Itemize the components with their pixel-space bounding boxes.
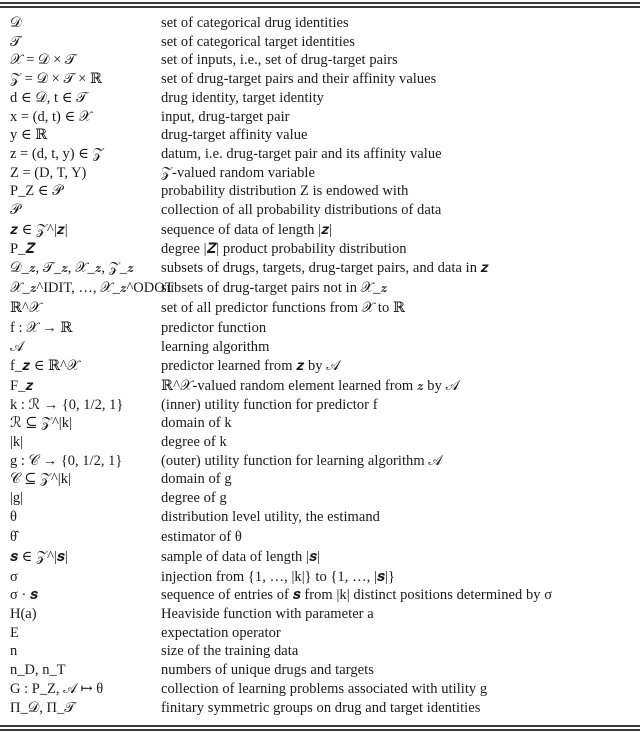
symbol-cell: 𝒔 ∈ 𝒵^|𝒔| bbox=[10, 549, 68, 566]
symbol-cell: 𝒜 bbox=[10, 338, 24, 355]
symbol-cell: f_𝒛 ∈ ℝ^𝒳 bbox=[10, 358, 80, 375]
table-row bbox=[0, 489, 640, 508]
description-cell: set of categorical drug identities bbox=[161, 15, 349, 31]
table-row bbox=[0, 126, 640, 145]
table-row bbox=[0, 661, 640, 680]
table-row bbox=[0, 278, 640, 299]
description-cell: probability distribution Z is endowed with bbox=[161, 183, 409, 200]
description-cell: expectation operator bbox=[161, 624, 281, 641]
symbol-cell: d ∈ 𝒟, t ∈ 𝒯 bbox=[10, 89, 88, 106]
symbol-cell: E bbox=[10, 624, 19, 641]
symbol-cell: G : P_Z, 𝒜 ↦ θ bbox=[10, 680, 104, 697]
symbol-cell: f : 𝒳 → ℝ bbox=[10, 319, 73, 336]
description-cell: 𝒵-valued random variable bbox=[161, 164, 315, 181]
description-cell: domain of k bbox=[161, 415, 232, 432]
table-row bbox=[0, 164, 640, 183]
symbol-cell: ℝ^𝒳 bbox=[10, 300, 42, 317]
table-row bbox=[0, 452, 640, 471]
table-row bbox=[0, 699, 640, 718]
table-row bbox=[0, 108, 640, 127]
description-cell: drug identity, target identity bbox=[161, 89, 324, 106]
table-row bbox=[0, 89, 640, 108]
table-row bbox=[0, 298, 640, 319]
table-row bbox=[0, 680, 640, 699]
symbol-cell: ℛ ⊆ 𝒵^|k| bbox=[10, 415, 72, 432]
description-cell: degree of k bbox=[161, 433, 227, 450]
description-cell: degree of g bbox=[161, 490, 227, 507]
symbol-cell: z = (d, t, y) ∈ 𝒵 bbox=[10, 146, 104, 163]
description-cell: set of drug-target pairs and their affinity values bbox=[161, 71, 437, 88]
description-cell: predictor function bbox=[161, 319, 267, 336]
description-cell: learning algorithm bbox=[161, 338, 270, 355]
top-rule-inner bbox=[0, 6, 640, 8]
table-row bbox=[0, 508, 640, 527]
symbol-cell: 𝒫 bbox=[10, 202, 21, 219]
table-row bbox=[0, 642, 640, 661]
symbol-cell: P_𝒁 bbox=[10, 241, 35, 258]
description-cell: finitary symmetric groups on drug and target identities bbox=[161, 699, 481, 716]
table-row bbox=[0, 220, 640, 241]
description-cell: set of all predictor functions from 𝒳 to ℝ bbox=[161, 300, 406, 317]
description-cell: degree |𝒁| product probability distribution bbox=[161, 241, 407, 258]
table-row bbox=[0, 568, 640, 587]
description-cell: collection of all probability distributions of data bbox=[161, 202, 442, 219]
symbol-cell: σ bbox=[10, 568, 18, 585]
bottom-rule-inner bbox=[0, 725, 640, 727]
description-cell: set of categorical target identities bbox=[161, 33, 355, 50]
symbol-cell: Π_𝒟, Π_𝒯 bbox=[10, 699, 76, 716]
table-row bbox=[0, 240, 640, 259]
symbol-cell: n_D, n_T bbox=[10, 662, 66, 679]
table-row bbox=[0, 338, 640, 357]
description-cell: numbers of unique drugs and targets bbox=[161, 662, 374, 679]
symbol-cell: x = (d, t) ∈ 𝒳 bbox=[10, 108, 92, 125]
description-cell: subsets of drug-target pairs not in 𝒳_𝒛 bbox=[161, 279, 388, 296]
symbol-cell: σ · 𝒔 bbox=[10, 587, 38, 604]
table-row bbox=[0, 414, 640, 433]
symbol-cell: Z = (D, T, Y) bbox=[10, 164, 87, 181]
symbol-cell: H(a) bbox=[10, 605, 37, 622]
description-cell: size of the training data bbox=[161, 643, 299, 660]
table-row bbox=[0, 527, 640, 548]
symbol-cell: |g| bbox=[10, 490, 24, 507]
symbol-cell: 𝒞 ⊆ 𝒵^|k| bbox=[10, 471, 71, 488]
description-cell: injection from {1, …, |k|} to {1, …, |𝒔|} bbox=[161, 568, 396, 585]
description-cell: sequence of entries of 𝒔 from |k| distinct positions determined by σ bbox=[161, 587, 553, 604]
table-row bbox=[0, 605, 640, 624]
table-row bbox=[0, 14, 640, 33]
symbol-cell: 𝒛 ∈ 𝒵^|𝒛| bbox=[10, 221, 68, 238]
table-row bbox=[0, 51, 640, 70]
description-cell: domain of g bbox=[161, 471, 232, 488]
table-row bbox=[0, 624, 640, 643]
symbol-cell: 𝒳 = 𝒟 × 𝒯 bbox=[10, 52, 77, 69]
symbol-cell: θ̂ bbox=[10, 528, 17, 545]
description-cell: predictor learned from 𝒛 by 𝒜 bbox=[161, 358, 340, 375]
symbol-cell: 𝒟 bbox=[10, 15, 22, 31]
symbol-cell: 𝒯 bbox=[10, 33, 22, 50]
description-cell: (outer) utility function for learning algorithm 𝒜 bbox=[161, 452, 443, 469]
table-row bbox=[0, 356, 640, 377]
description-cell: ℝ^𝒳-valued random element learned from 𝒛 by 𝒜 bbox=[161, 377, 460, 394]
description-cell: collection of learning problems associated with utility g bbox=[161, 680, 488, 697]
description-cell: datum, i.e. drug-target pair and its affinity value bbox=[161, 146, 442, 163]
bottom-rule-outer bbox=[0, 729, 640, 731]
description-cell: Heaviside function with parameter a bbox=[161, 605, 374, 622]
table-row bbox=[0, 145, 640, 164]
symbol-cell: F_𝒛 bbox=[10, 377, 34, 394]
description-cell: sequence of data of length |𝒛| bbox=[161, 221, 333, 238]
description-cell: estimator of θ bbox=[161, 528, 242, 545]
symbol-cell: 𝒳_𝒛^IDIT, …, 𝒳_𝒛^ODOT bbox=[10, 279, 174, 296]
description-cell: (inner) utility function for predictor f bbox=[161, 396, 378, 413]
table-row bbox=[0, 470, 640, 489]
table-row bbox=[0, 396, 640, 415]
table-row bbox=[0, 259, 640, 278]
symbol-cell: n bbox=[10, 643, 18, 660]
description-cell: input, drug-target pair bbox=[161, 108, 290, 125]
table-row bbox=[0, 319, 640, 338]
table-row bbox=[0, 33, 640, 52]
symbol-cell: k : ℛ → {0, 1/2, 1} bbox=[10, 396, 124, 413]
symbol-cell: P_Z ∈ 𝒫 bbox=[10, 183, 63, 200]
notation-table bbox=[0, 14, 640, 717]
table-row bbox=[0, 201, 640, 220]
table-row bbox=[0, 70, 640, 89]
table-row bbox=[0, 586, 640, 605]
description-cell: subsets of drugs, targets, drug-target pairs, and data in 𝒛 bbox=[161, 260, 489, 277]
table-row bbox=[0, 433, 640, 452]
table-row bbox=[0, 182, 640, 201]
description-cell: distribution level utility, the estimand bbox=[161, 508, 380, 525]
table-row bbox=[0, 547, 640, 568]
symbol-cell: 𝒟_𝒛, 𝒯_𝒛, 𝒳_𝒛, 𝒵_𝒛 bbox=[10, 260, 134, 277]
symbol-cell: g : 𝒞 → {0, 1/2, 1} bbox=[10, 452, 123, 469]
description-cell: sample of data of length |𝒔| bbox=[161, 549, 321, 566]
symbol-cell: θ bbox=[10, 508, 17, 525]
description-cell: drug-target affinity value bbox=[161, 127, 308, 144]
symbol-cell: 𝒵 = 𝒟 × 𝒯 × ℝ bbox=[10, 71, 103, 88]
table-row bbox=[0, 377, 640, 396]
description-cell: set of inputs, i.e., set of drug-target pairs bbox=[161, 52, 398, 69]
symbol-cell: |k| bbox=[10, 433, 24, 450]
top-rule-outer bbox=[0, 2, 640, 4]
symbol-cell: y ∈ ℝ bbox=[10, 127, 48, 144]
